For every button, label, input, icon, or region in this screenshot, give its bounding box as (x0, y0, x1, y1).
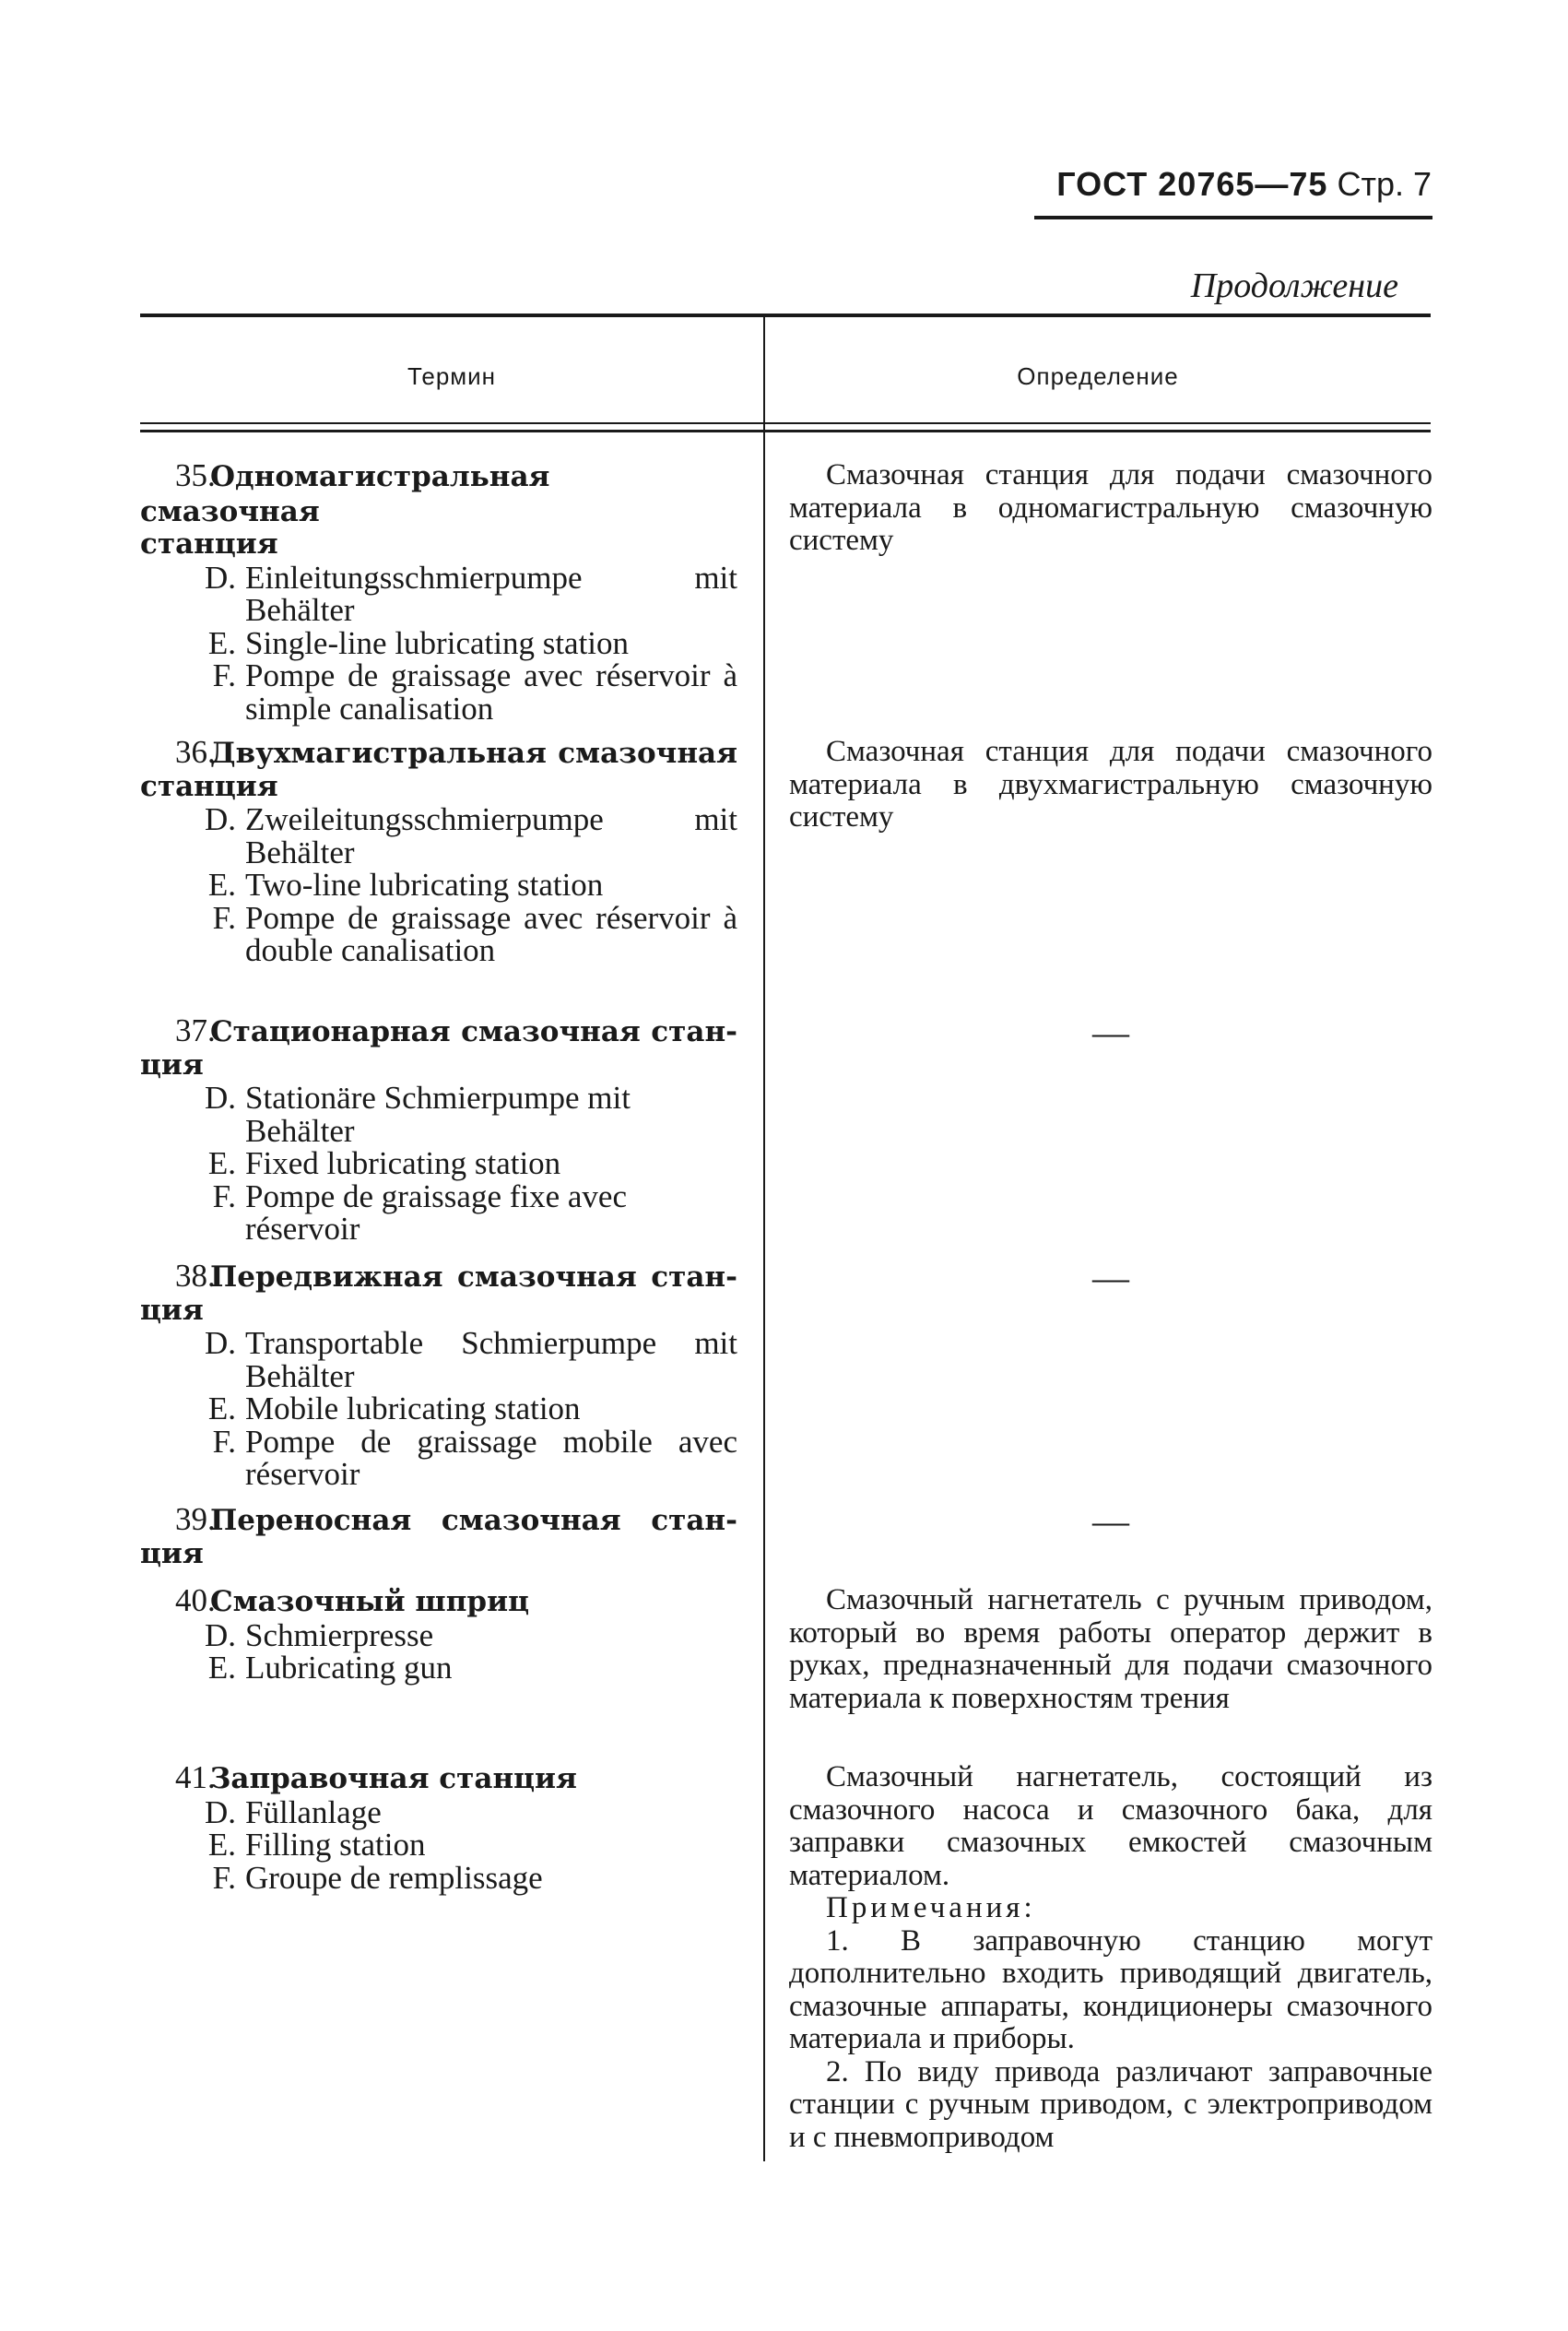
translation-fr: F. Pompe de graissage fixe avec réservoir (212, 1177, 628, 1247)
column-divider (763, 317, 765, 2161)
definition-38-dash: — (1092, 1257, 1129, 1298)
column-header-term: Термин (407, 362, 497, 390)
note-1: 1. В заправочную станцию могут дополнительно входить приводящий двигатель, смазочные аппараты, кондиционеры смазочного материала и приборы. (789, 1923, 1432, 2055)
term-title: 39.Переносная смазочная стан- (175, 1501, 737, 1537)
standard-number: ГОСТ 20765—75 (1056, 165, 1328, 203)
translation-en: E. Single-line lubricating station (207, 624, 630, 661)
translation-de: D. Zweileitungsschmierpumpe mit Behälter (204, 801, 737, 870)
term-title: 40.Смазочный шприц (175, 1582, 529, 1618)
definition-40: Смазочный нагнетатель с ручным приводом, который во время работы оператор держит в руках, предназначенный для подачи смазочного материала к поверхностям трения (789, 1583, 1432, 1715)
translation-fr: F. Groupe de remplissage (212, 1859, 543, 1896)
translation-en: E. Mobile lubricating station (207, 1390, 581, 1426)
term-title: 38.Передвижная смазочная стан- (175, 1258, 737, 1294)
continuation-label: Продолжение (1190, 266, 1398, 305)
term-title: 41.Заправочная станция (175, 1759, 577, 1795)
header-rule (1034, 216, 1432, 219)
table-top-rule (140, 314, 1431, 317)
definition-39-dash: — (1092, 1500, 1129, 1542)
term-title-continued: станция (140, 769, 278, 803)
term-entry-38 (140, 1260, 737, 1491)
term-entry-36 (140, 736, 737, 967)
term-entry-39 (140, 1503, 737, 1570)
translation-de: D. Einleitungsschmierpumpe mit Behälter (204, 559, 737, 628)
page-header (1056, 165, 1432, 203)
header-rule-thin (140, 422, 1431, 424)
definition-36: Смазочная станция для подачи смазочного материала в двухмагистральную смазочную систему (789, 735, 1432, 834)
page-number: Стр. 7 (1337, 165, 1432, 203)
translation-en: E. Fixed lubricating station (207, 1145, 561, 1181)
term-entry-40 (140, 1584, 737, 1685)
term-title-continued: станция (140, 527, 278, 561)
term-title: 35.Одномагистральная смазочная (140, 457, 550, 528)
term-title-continued: ция (140, 1047, 204, 1082)
term-title: 37.Стационарная смазочная стан- (175, 1012, 737, 1048)
translation-de: D. Schmierpresse (204, 1616, 434, 1653)
term-title-continued: ция (140, 1536, 204, 1570)
column-header-definition: Определение (1017, 362, 1179, 390)
term-title-continued: ция (140, 1293, 204, 1327)
translation-fr: F. Pompe de graissage avec réservoir à double canalisation (212, 899, 737, 968)
translation-de: D. Füllanlage (204, 1793, 382, 1830)
header-rule-thick (140, 430, 1431, 432)
note-2: 2. По виду привода различают заправочные станции с ручным приводом, с электроприводом и с пневмоприводом (789, 2054, 1432, 2154)
term-entry-35 (140, 459, 737, 725)
term-title: 36.Двухмагистральная смазочная (175, 734, 737, 770)
translation-de: D. Transportable Schmierpumpe mit Behälter (204, 1325, 737, 1394)
notes-title: Примечания: (826, 1891, 1036, 1924)
translation-fr: F. Pompe de graissage mobile avec réservoir (212, 1423, 737, 1492)
translation-de: D. Stationäre Schmierpumpe mit Behälter (204, 1080, 631, 1149)
translation-en: E. Lubricating gun (207, 1650, 453, 1686)
term-entry-37 (140, 1014, 737, 1246)
term-entry-41 (140, 1761, 737, 1894)
definition-35: Смазочная станция для подачи смазочного материала в одномагистральную смазочную систему (789, 458, 1432, 557)
translation-en: E. Two-line lubricating station (207, 867, 604, 903)
translation-fr: F. Pompe de graissage avec réservoir à simple canalisation (212, 657, 737, 727)
translation-en: E. Filling station (207, 1827, 426, 1863)
definition-37-dash: — (1092, 1012, 1129, 1053)
definition-41: Смазочный нагнетатель, состоящий из смазочного насоса и смазочного бака, для заправки смазочных емкостей смазочным материалом. Примечания: 1. В заправочную станцию могут дополнительно входить приводящий двигатель, смазочные аппараты, кондиционеры смазочного материала и приборы. 2. По виду привода различают заправочные станции с ручным приводом, с электроприводом и с пневмоприводом (789, 1760, 1432, 2154)
